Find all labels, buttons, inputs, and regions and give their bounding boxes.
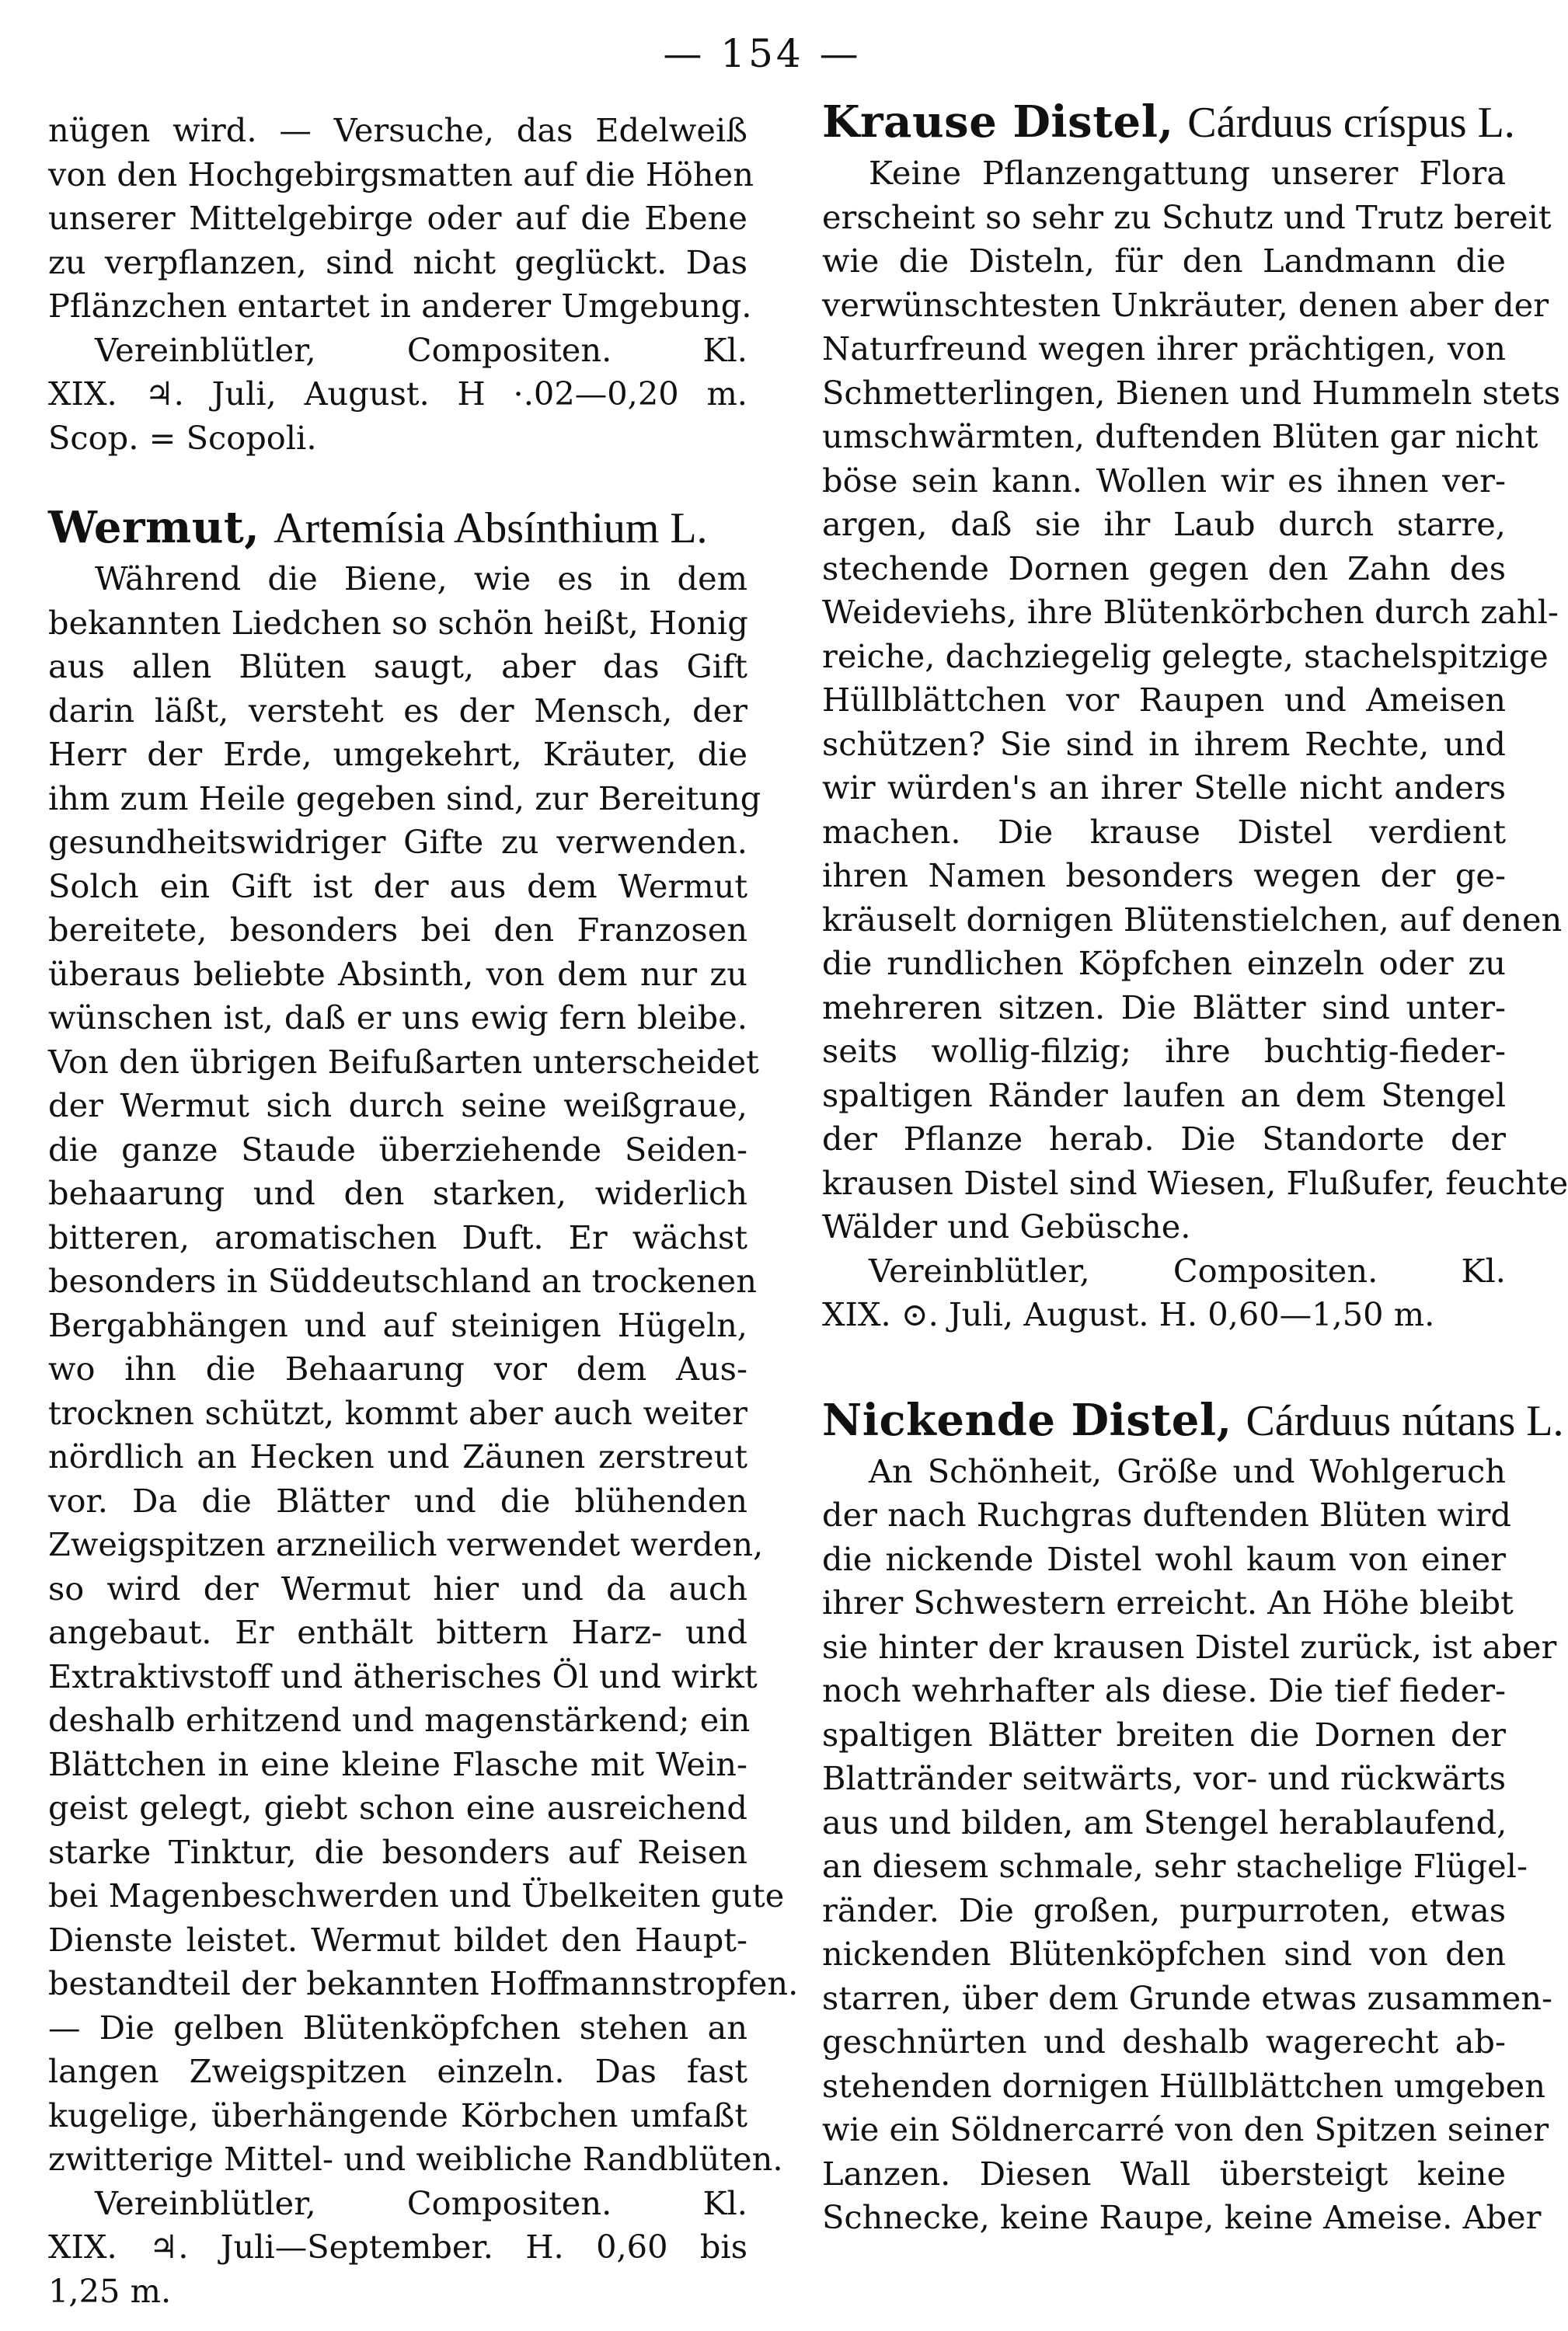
text-line: aus allen Blüten saugt, aber das Gift [48, 647, 747, 685]
text-line: die rundlichen Köpfchen einzeln oder zu [822, 944, 1506, 982]
text-line: kugelige, überhängende Körbchen umfaßt [48, 2096, 747, 2134]
text-line: XIX. ♃. Juli—September. H. 0,60 bis [48, 2228, 747, 2266]
text-line: Weideviehs, ihre Blütenkörbchen durch zahl- [822, 593, 1559, 631]
text-line: wünschen ist, daß er uns ewig fern bleibe. [48, 998, 747, 1037]
text-line: Blattränder seitwärts, vor- und rückwärts [822, 1759, 1506, 1797]
text-line: stechende Dornen gegen den Zahn des [822, 549, 1506, 587]
wermut-paragraph [48, 557, 799, 2313]
text-line: deshalb erhitzend und magenstärkend; ein [48, 1701, 751, 1739]
krause-distel-name: Krause Distel, [822, 96, 1174, 148]
text-line: XIX. ♃. Juli, August. H ·.02—0,20 m. [48, 375, 747, 413]
text-line: argen, daß sie ihr Laub durch starre, [822, 505, 1506, 543]
text-line: sie hinter der krausen Distel zurück, ist aber [822, 1627, 1557, 1666]
text-line: die nickende Distel wohl kaum von einer [822, 1539, 1506, 1578]
text-line: langen Zweigspitzen einzeln. Das fast [48, 2052, 747, 2090]
text-line: Naturfreund wegen ihrer prächtigen, von [822, 329, 1506, 368]
text-line: an diesem schmale, sehr stachelige Flügel- [822, 1847, 1528, 1885]
text-line: nickenden Blütenköpfchen sind von den [822, 1935, 1506, 1973]
text-line: Schmetterlingen, Bienen und Hummeln stets [822, 373, 1561, 412]
text-line: Zweigspitzen arzneilich verwendet werden, [48, 1525, 764, 1563]
text-line: von den Hochgebirgsmatten auf die Höhen [48, 155, 754, 193]
text-line: bekannten Liedchen so schön heißt, Honig [48, 603, 748, 642]
text-line: der nach Ruchgras duftenden Blüten wird [822, 1496, 1511, 1534]
text-line: bestandteil der bekannten Hoffmannstropfen. [48, 1964, 799, 2002]
text-line: Dienste leistet. Wermut bildet den Haupt- [48, 1920, 747, 1959]
text-line: — Die gelben Blütenköpfchen stehen an [48, 2008, 747, 2047]
text-line: die ganze Staude überziehende Seiden- [48, 1130, 747, 1169]
text-line: vor. Da die Blätter und die blühenden [48, 1481, 747, 1520]
text-line: starke Tinktur, die besonders auf Reisen [48, 1832, 747, 1871]
text-line: der Wermut sich durch seine weißgraue, [48, 1086, 747, 1124]
nickende-distel-paragraph [822, 1450, 1557, 2240]
wermut-latin: Artemísia Absínthium L. [274, 504, 708, 552]
page-number: — 154 — [663, 31, 862, 76]
text-line: reiche, dachziegelig gelegte, stachelspitzige [822, 636, 1549, 675]
text-line: 1,25 m. [48, 2271, 172, 2310]
text-line: Hüllblättchen vor Raupen und Ameisen [822, 681, 1506, 719]
text-line: nördlich an Hecken und Zäunen zerstreut [48, 1437, 747, 1476]
right-column [822, 96, 1568, 2240]
text-line: machen. Die krause Distel verdient [822, 812, 1506, 851]
wermut-name: Wermut, [48, 502, 260, 553]
text-line: Herr der Erde, umgekehrt, Kräuter, die [48, 735, 747, 773]
text-line: überaus beliebte Absinth, von dem nur zu [48, 954, 747, 993]
text-line: trocknen schützt, kommt aber auch weiter [48, 1393, 747, 1432]
nickende-distel-heading [822, 1392, 1564, 1450]
text-line: ihren Namen besonders wegen der ge- [822, 856, 1506, 894]
text-line: Vereinblütler, Compositen. Kl. [95, 2183, 747, 2222]
nickende-distel-name: Nickende Distel, [822, 1394, 1232, 1446]
krause-distel-heading [822, 93, 1515, 152]
text-line: Blättchen in eine kleine Flasche mit Wein- [48, 1744, 747, 1783]
text-line: Pflänzchen entartet in anderer Umgebung. [48, 287, 752, 325]
text-line: geist gelegt, giebt schon eine ausreichend [48, 1789, 747, 1827]
text-line: Während die Biene, wie es in dem [95, 559, 747, 598]
text-line: kräuselt dornigen Blütenstielchen, auf denen [822, 900, 1563, 939]
text-line: Schnecke, keine Raupe, keine Ameise. Aber [822, 2198, 1542, 2236]
text-line: bitteren, aromatischen Duft. Er wächst [48, 1218, 747, 1256]
text-line: Keine Pflanzengattung unserer Flora [869, 154, 1506, 192]
text-line: krausen Distel sind Wiesen, Flußufer, feuchte [822, 1163, 1568, 1202]
text-line: schützen? Sie sind in ihrem Rechte, und [822, 724, 1506, 763]
text-line: böse sein kann. Wollen wir es ihnen ver- [822, 461, 1506, 500]
text-line: Solch ein Gift ist der aus dem Wermut [48, 866, 747, 905]
text-line: erscheint so sehr zu Schutz und Trutz bereit [822, 197, 1552, 236]
text-line: Vereinblütler, Compositen. Kl. [869, 1251, 1506, 1290]
text-line: bereitete, besonders bei den Franzosen [48, 911, 747, 949]
text-line: bei Magenbeschwerden und Übelkeiten gute [48, 1876, 785, 1915]
nickende-distel-latin: Cárduus nútans L. [1246, 1396, 1564, 1445]
krause-distel-paragraph [822, 152, 1568, 1337]
text-line: wir würden's an ihrer Stelle nicht anders [822, 768, 1506, 807]
text-line: An Schönheit, Größe und Wohlgeruch [869, 1451, 1506, 1490]
text-line: ihm zum Heile gegeben sind, zur Bereitung [48, 779, 761, 817]
text-line: ihrer Schwestern erreicht. An Höhe bleibt [822, 1584, 1514, 1622]
text-line: nügen wird. — Versuche, das Edelweiß [48, 111, 747, 149]
text-line: seits wollig-filzig; ihre buchtig-fieder- [822, 1032, 1506, 1070]
text-line: Vereinblütler, Compositen. Kl. [95, 330, 747, 369]
text-line: ränder. Die großen, purpurroten, etwas [822, 1890, 1506, 1929]
text-line: Von den übrigen Beifußarten unterscheidet [48, 1042, 759, 1081]
left-column [48, 109, 799, 2313]
text-line: wie die Disteln, für den Landmann die [822, 242, 1506, 280]
text-line: behaarung und den starken, widerlich [48, 1174, 747, 1212]
text-line: XIX. ⊙. Juli, August. H. 0,60—1,50 m. [822, 1295, 1435, 1333]
text-line: so wird der Wermut hier und da auch [48, 1569, 747, 1608]
text-line: noch wehrhafter als diese. Die tief fieder- [822, 1671, 1506, 1709]
text-line: starren, über dem Grunde etwas zusammen- [822, 1978, 1553, 2017]
text-line: unserer Mittelgebirge oder auf die Ebene [48, 199, 747, 237]
text-line: aus und bilden, am Stengel herablaufend, [822, 1803, 1507, 1841]
text-line: darin läßt, versteht es der Mensch, der [48, 691, 747, 730]
text-line: spaltigen Blätter breiten die Dornen der [822, 1715, 1506, 1754]
text-line: zwitterige Mittel- und weibliche Randblüten. [48, 2140, 783, 2178]
text-line: spaltigen Ränder laufen an dem Stengel [822, 1075, 1506, 1114]
text-line: geschnürten und deshalb wagerecht ab- [822, 2023, 1506, 2061]
text-line: verwünschtesten Unkräuter, denen aber der [822, 285, 1549, 324]
text-line: wie ein Söldnercarré von den Spitzen seiner [822, 2110, 1549, 2148]
text-line: Bergabhängen und auf steinigen Hügeln, [48, 1305, 747, 1344]
text-line: mehreren sitzen. Die Blätter sind unter- [822, 988, 1506, 1026]
text-line: Lanzen. Diesen Wall übersteigt keine [822, 2154, 1506, 2193]
text-line: gesundheitswidriger Gifte zu verwenden. [48, 823, 747, 861]
text-line: wo ihn die Behaarung vor dem Aus- [48, 1350, 747, 1388]
text-line: umschwärmten, duftenden Blüten gar nicht [822, 417, 1538, 455]
text-line: besonders in Süddeutschland an trockenen [48, 1262, 757, 1300]
text-line: Wälder und Gebüsche. [822, 1207, 1191, 1246]
text-line: Extraktivstoff und ätherisches Öl und wirkt [48, 1657, 758, 1695]
text-line: zu verpflanzen, sind nicht geglückt. Das [48, 242, 747, 281]
text-line: der Pflanze herab. Die Standorte der [822, 1120, 1506, 1158]
wermut-heading [48, 499, 747, 557]
krause-distel-latin: Cárduus críspus L. [1187, 99, 1515, 147]
intro-paragraph [48, 109, 754, 460]
text-line: stehenden dornigen Hüllblättchen umgeben [822, 2066, 1545, 2105]
text-line: angebaut. Er enthält bittern Harz- und [48, 1613, 747, 1651]
text-line: Scop. = Scopoli. [48, 418, 317, 457]
